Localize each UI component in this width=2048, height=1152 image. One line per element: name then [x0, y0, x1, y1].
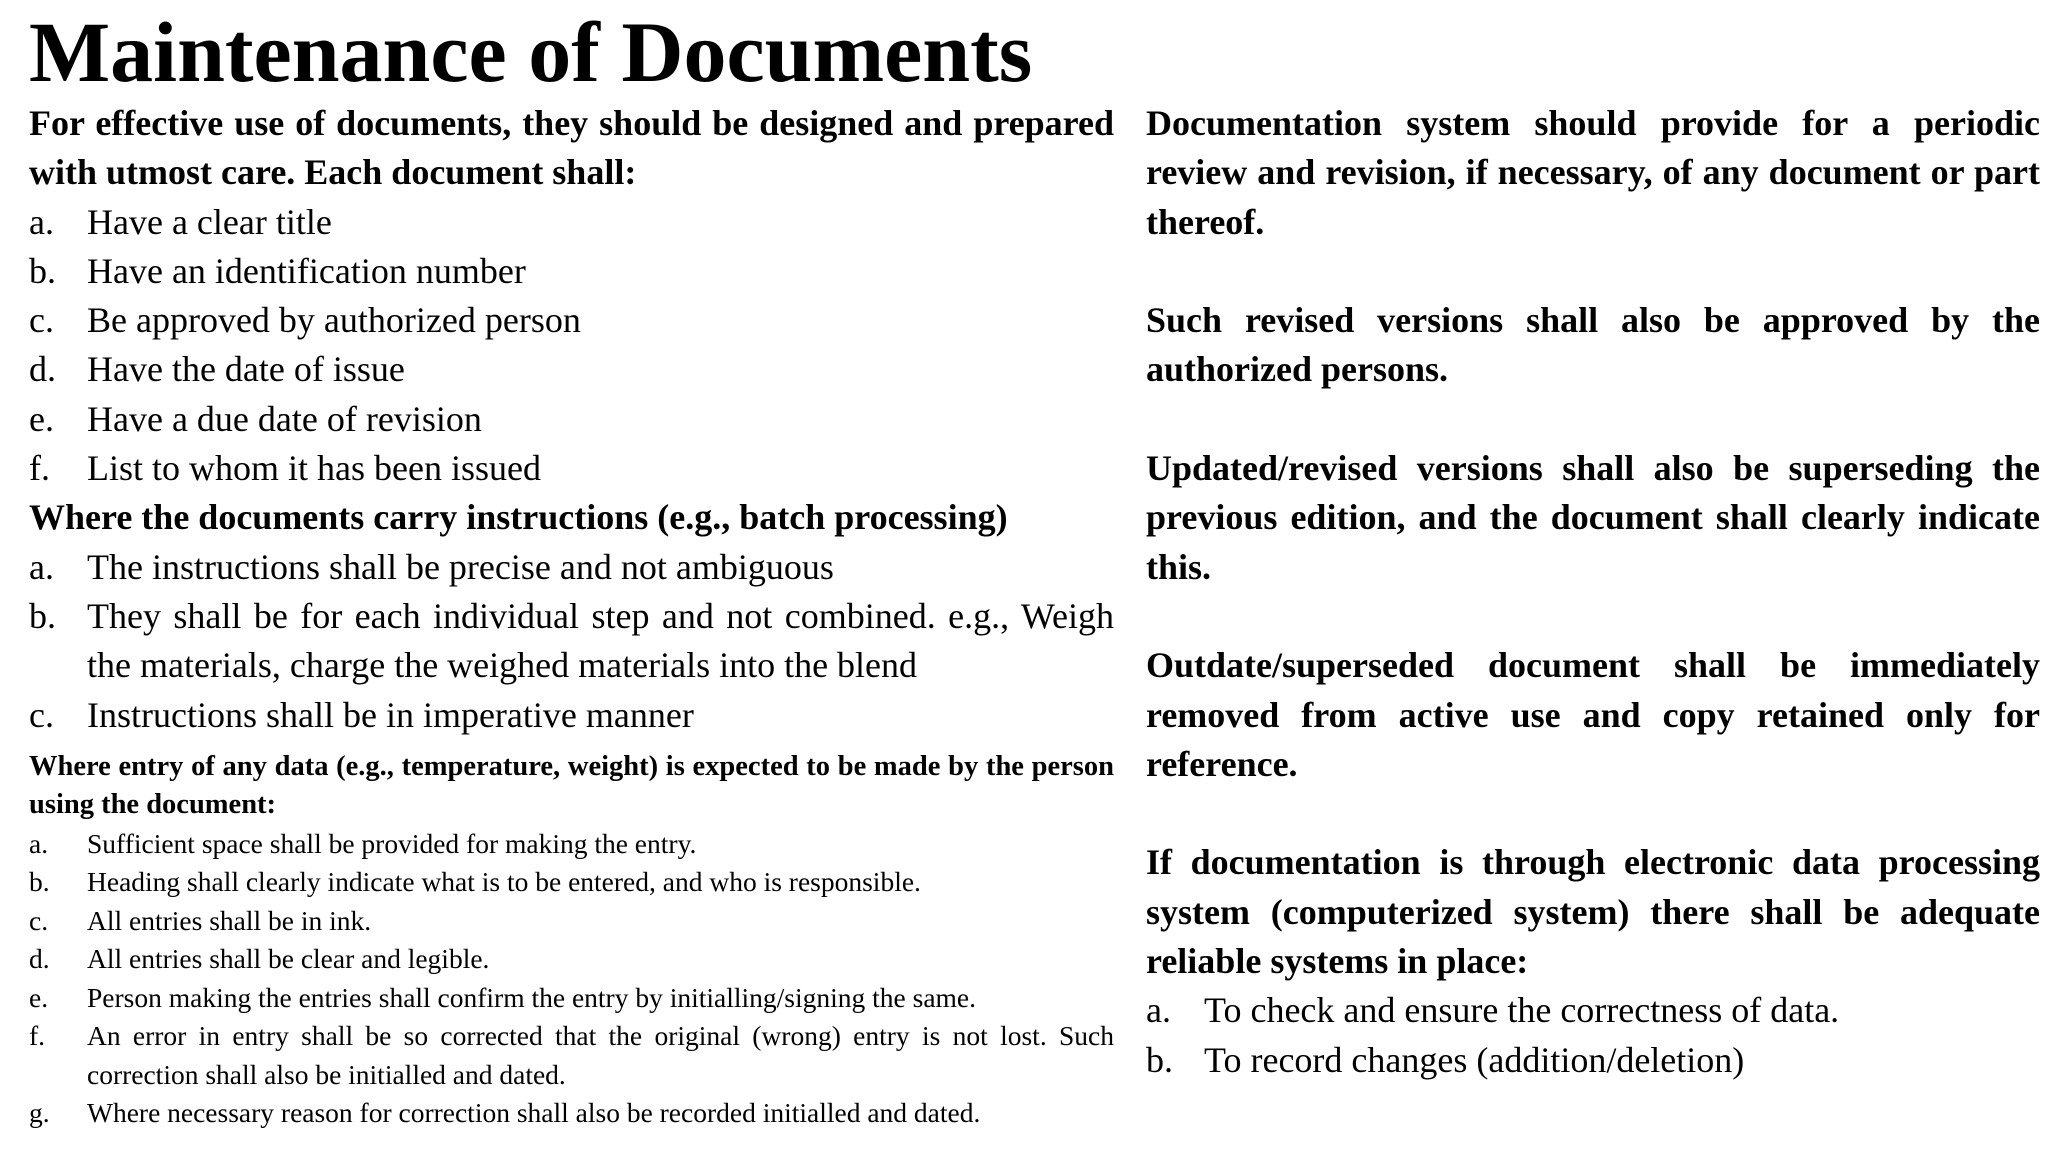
- list-item: b. They shall be for each individual step and not combined. e.g., Weigh the materials, charge the weighed materials into the blend: [29, 595, 1114, 686]
- list-item: a. Have a clear title: [29, 201, 332, 242]
- periodic-review-paragraph: Documentation system should provide for a periodic review and revision, if necessary, of any document or part thereof.: [1146, 103, 2040, 242]
- list-item: a. The instructions shall be precise and not ambiguous: [29, 546, 834, 587]
- electronic-system-list: [1146, 986, 2040, 1085]
- document-requirements-intro: For effective use of documents, they should be designed and prepared with utmost care. Each document shall:: [29, 103, 1114, 193]
- electronic-system-heading: If documentation is through electronic data processing system (computerized system) there shall be adequate reliable systems in place:: [1146, 842, 2040, 982]
- list-item: d. All entries shall be clear and legible.: [29, 943, 490, 975]
- instructions-heading: Where the documents carry instructions (e.g., batch processing): [29, 497, 1008, 538]
- list-item: c. Be approved by authorized person: [29, 300, 581, 341]
- list-item: a. To check and ensure the correctness of data.: [1146, 990, 1840, 1031]
- right-column: [1146, 99, 2040, 1085]
- superseding-paragraph: Updated/revised versions shall also be superseding the previous edition, and the document shall clearly indicate this.: [1146, 448, 2040, 587]
- list-item: e. Have a due date of revision: [29, 398, 482, 439]
- list-item: g. Where necessary reason for correction shall also be recorded initialled and dated.: [29, 1097, 981, 1129]
- list-item: a. Sufficient space shall be provided for making the entry.: [29, 827, 697, 859]
- page-title: Maintenance of Documents: [29, 4, 1033, 100]
- revision-approval-paragraph: Such revised versions shall also be approved by the authorized persons.: [1146, 300, 2040, 390]
- outdated-document-paragraph: Outdate/superseded document shall be immediately removed from active use and copy retained only for reference.: [1146, 645, 2040, 784]
- data-entry-heading: Where entry of any data (e.g., temperature, weight) is expected to be made by the person using the document:: [29, 750, 1114, 821]
- list-item: b. To record changes (addition/deletion): [1146, 1039, 1745, 1080]
- list-item: c. Instructions shall be in imperative manner: [29, 694, 694, 735]
- document-requirements-list: [29, 198, 1114, 494]
- list-item: f. List to whom it has been issued: [29, 448, 541, 489]
- data-entry-rules-list: [29, 825, 1114, 1133]
- list-item: e. Person making the entries shall confirm the entry by initialling/signing the same.: [29, 981, 976, 1013]
- list-item: b. Heading shall clearly indicate what is to be entered, and who is responsible.: [29, 866, 921, 898]
- instructions-list: [29, 543, 1114, 740]
- list-item: f. An error in entry shall be so corrected that the original (wrong) entry is not lost. Such correction shall also be initialled and dated.: [29, 1020, 1114, 1090]
- list-item: d. Have the date of issue: [29, 349, 405, 390]
- list-item: b. Have an identification number: [29, 250, 526, 291]
- list-item: c. All entries shall be in ink.: [29, 904, 372, 936]
- left-column: [29, 99, 1114, 1133]
